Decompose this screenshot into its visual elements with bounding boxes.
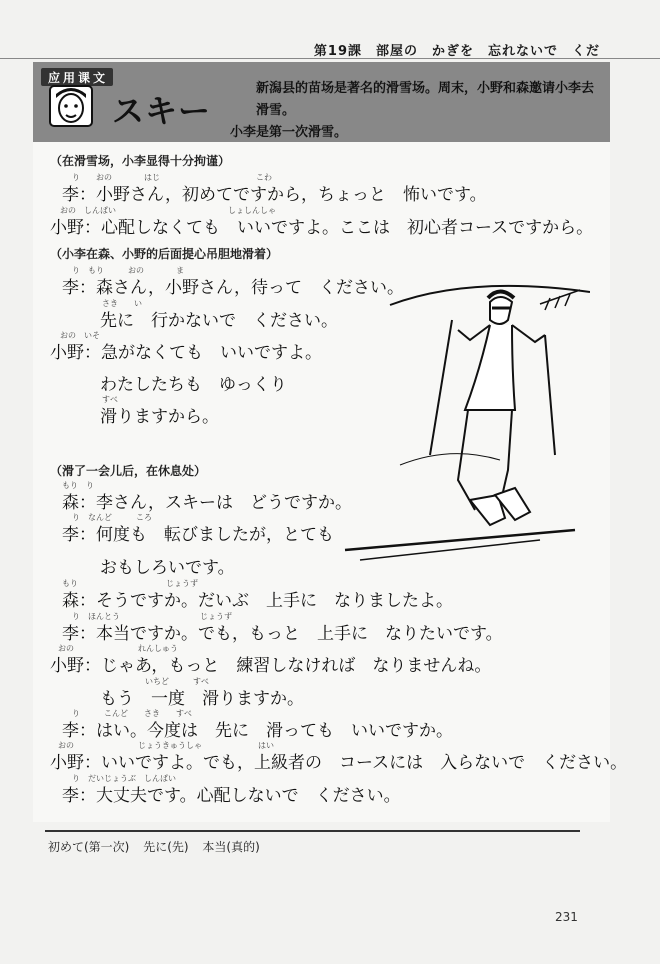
badge-char: 用 <box>63 71 77 85</box>
dialogue-line: おもしろいです。 <box>100 558 235 578</box>
dialogue-line: 森：李さん，スキーは どうですか。 <box>62 493 353 513</box>
intro-line: 小李是第一次滑雪。 <box>230 125 348 140</box>
dialogue-line: 李：小野さん，初めてですから，ちょっと 怖いです。 <box>62 185 487 205</box>
furigana: り なんど ころ <box>72 513 152 522</box>
lesson-header: 第19課 部屋の かぎを 忘れないで くだ <box>300 40 600 84</box>
skier-illustration <box>340 280 590 570</box>
furigana: さき い <box>102 299 142 308</box>
vocab-rule <box>45 830 580 832</box>
dialogue-line: 森：そうですか。だいぶ 上手に なりましたよ。 <box>62 591 453 611</box>
badge-char: 文 <box>93 71 107 85</box>
stage-direction: （滑了一会儿后，在休息处） <box>50 464 207 478</box>
furigana: り もり おの ま <box>72 266 184 275</box>
dialogue-line: 李：大丈夫です。心配しないで ください。 <box>62 786 401 806</box>
dialogue-line: 李：森さん，小野さん，待って ください。 <box>62 278 405 298</box>
lesson-intro <box>230 78 602 144</box>
furigana: おの れんしゅう <box>58 644 178 653</box>
furigana: すべ <box>102 395 118 404</box>
dialogue-line: もう 一度 滑りますか。 <box>100 689 304 709</box>
person-face-icon <box>48 84 94 128</box>
dialogue-line: 李：何度も 転びましたが，とても <box>62 525 334 545</box>
dialogue-line: 李：はい。今度は 先に 滑っても いいですか。 <box>62 721 453 741</box>
vocab-list <box>48 838 270 855</box>
dialogue-line: 小野：心配しなくても いいですよ。ここは 初心者コースですから。 <box>50 218 594 238</box>
stage-direction: （在滑雪场，小李显得十分拘谨） <box>50 154 231 168</box>
furigana: り こんど さき すべ <box>72 709 192 718</box>
furigana: り おの はじ こわ <box>72 173 272 182</box>
vocab-item: 先に(先) <box>143 840 189 854</box>
furigana: もり じょうず <box>62 579 198 588</box>
dialogue-line: 先に 行かないで ください。 <box>100 311 338 331</box>
furigana: り だいじょうぶ しんぱい <box>72 774 176 783</box>
dialogue-line: 李：本当ですか。でも，もっと 上手に なりたいです。 <box>62 624 503 644</box>
furigana: おの じょうきゅうしゃ はい <box>58 741 274 750</box>
dialogue-line: 小野：急がなくても いいですよ。 <box>50 343 322 363</box>
vocab-item: 本当(真的) <box>202 840 260 854</box>
stage-direction: （小李在森、小野的后面提心吊胆地滑着） <box>50 247 279 261</box>
lesson-title: スキー <box>112 92 212 130</box>
page-number: 231 <box>555 910 578 924</box>
dialogue-line: 小野：じゃあ，もっと 練習しなければ なりませんね。 <box>50 656 492 676</box>
dialogue-line: わたしたちも ゆっくり <box>100 375 287 395</box>
furigana: おの しんぱい しょしんしゃ <box>60 206 276 215</box>
furigana: おの いそ <box>60 331 100 340</box>
dialogue-line: 滑りますから。 <box>100 407 219 427</box>
furigana: もり り <box>62 481 94 490</box>
furigana: り ほんとう じょうず <box>72 612 232 621</box>
badge-char: 应 <box>48 71 62 85</box>
intro-line: 新潟县的苗场是著名的滑雪场。周末，小野和森邀请小李去滑雪。 <box>256 81 595 118</box>
badge-char: 课 <box>78 71 92 85</box>
furigana: いちど すべ <box>145 677 209 686</box>
vocab-item: 初めて(第一次) <box>48 840 130 854</box>
dialogue-line: 小野：いいですよ。でも，上級者の コースには 入らないで ください。 <box>50 753 628 773</box>
